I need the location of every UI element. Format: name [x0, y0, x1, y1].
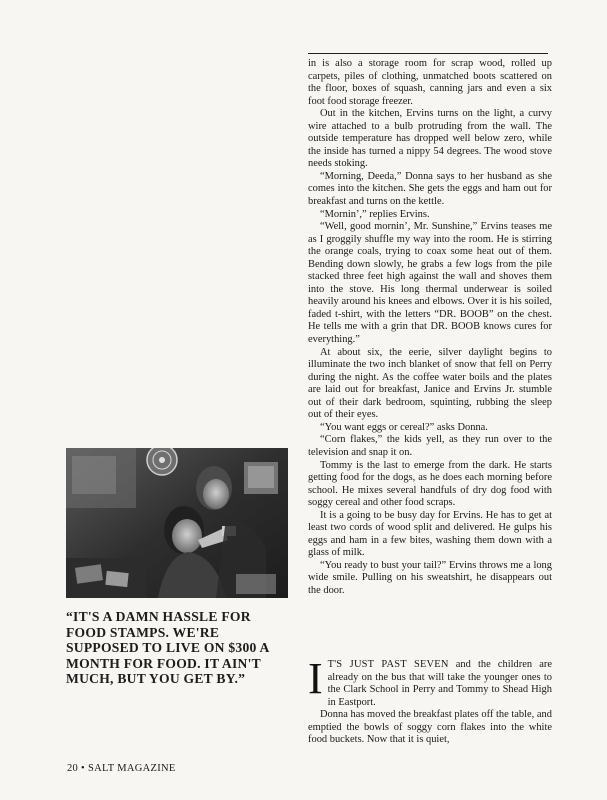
lead-in-caps: T'S JUST PAST SEVEN — [327, 659, 449, 670]
paragraph: Out in the kitchen, Ervins turns on the light, a curvy wire attached to a bulb protruding from the wall. The outside temperature has dropped well below zero, while the inside has turned a nippy 54 degrees. The wood stove needs stoking. — [308, 108, 552, 170]
paragraph: “Morning, Deeda,” Donna says to her husband as she comes into the kitchen. She gets the eggs and ham out for breakfast and turns on the kettle. — [308, 170, 552, 208]
publication-name: SALT MAGAZINE — [87, 763, 176, 774]
lead-in-text: and the children are already on the bus that will take the younger ones to the Clark School in Perry and Tommy to Shead High in Eastport. — [327, 659, 552, 708]
paragraph: Tommy is the last to emerge from the dark. He starts getting food for the dogs, as he does each morning before school. He mixes several handfuls of dry dog food with soggy cereal and other food scraps. — [308, 459, 552, 509]
footer-bullet: • — [81, 763, 86, 774]
section-lead-paragraph — [308, 654, 552, 709]
paragraph: “You want eggs or cereal?” asks Donna. — [320, 421, 488, 433]
page-number: 20 — [67, 763, 79, 774]
paragraph: “You ready to bust your tail?” Ervins throws me a long wide smile. Pulling on his sweatshirt, he disappears out the door. — [308, 559, 552, 596]
paragraph: Donna has moved the breakfast plates off the table, and emptied the bowls of soggy corn flakes into the white food buckets. Now that it is quiet, — [308, 709, 552, 746]
column-top-rule — [308, 53, 548, 54]
paragraph: “Corn flakes,” the kids yell, as they run over to the television and snap it on. — [308, 434, 552, 458]
paragraph: It is a going to be busy day for Ervins. He has to get at least two cords of wood split and delivered. He gulps his eggs and ham in a few bites, washing them down with a glass of milk. — [308, 509, 552, 559]
paragraph: in is also a storage room for scrap wood, rolled up carpets, piles of clothing, unmatched boots scattered on the floor, boxes of squash, canning jars and even a six foot food storage freezer. — [308, 58, 552, 107]
page-footer — [67, 763, 176, 774]
article-section-two — [308, 654, 552, 747]
family-photo — [66, 448, 288, 598]
paragraph: “Mornin’,” replies Ervins. — [320, 208, 430, 220]
paragraph: At about six, the eerie, silver daylight begins to illuminate the two inch blanket of snow that fell on Perry during the night. As the coffee water boils and the plates are laid out for breakfast, Janice and Ervins Jr. stumble out of their dark bedroom, squinting, rubbing the sleep out of their eyes. — [308, 346, 552, 421]
paragraph: “Well, good mornin’, Mr. Sunshine,” Ervins teases me as I groggily shuffle my way into the room. He is stirring the orange coals, trying to coax some heat out of them. Bending down slowly, he grabs a few logs from the pile stacked three feet high against the wall and shoves them into the stove. His long thermal underwear is soiled heavily around his knees and elbows. Over it is his soiled, faded t-shirt, with the letters “DR. BOOB” on the chest. He tells me with a grin that DR. BOOB knows cures for everything.” — [308, 221, 552, 346]
drop-cap: I — [308, 654, 323, 703]
pull-quote: “IT'S A DAMN HASSLE FOR FOOD STAMPS. WE'RE SUPPOSED TO LIVE ON $300 A MONTH FOR FOOD. IT AIN'T MUCH, BUT YOU GET BY.” — [66, 609, 269, 686]
article-column-top — [308, 58, 552, 598]
photo-image — [66, 448, 288, 598]
